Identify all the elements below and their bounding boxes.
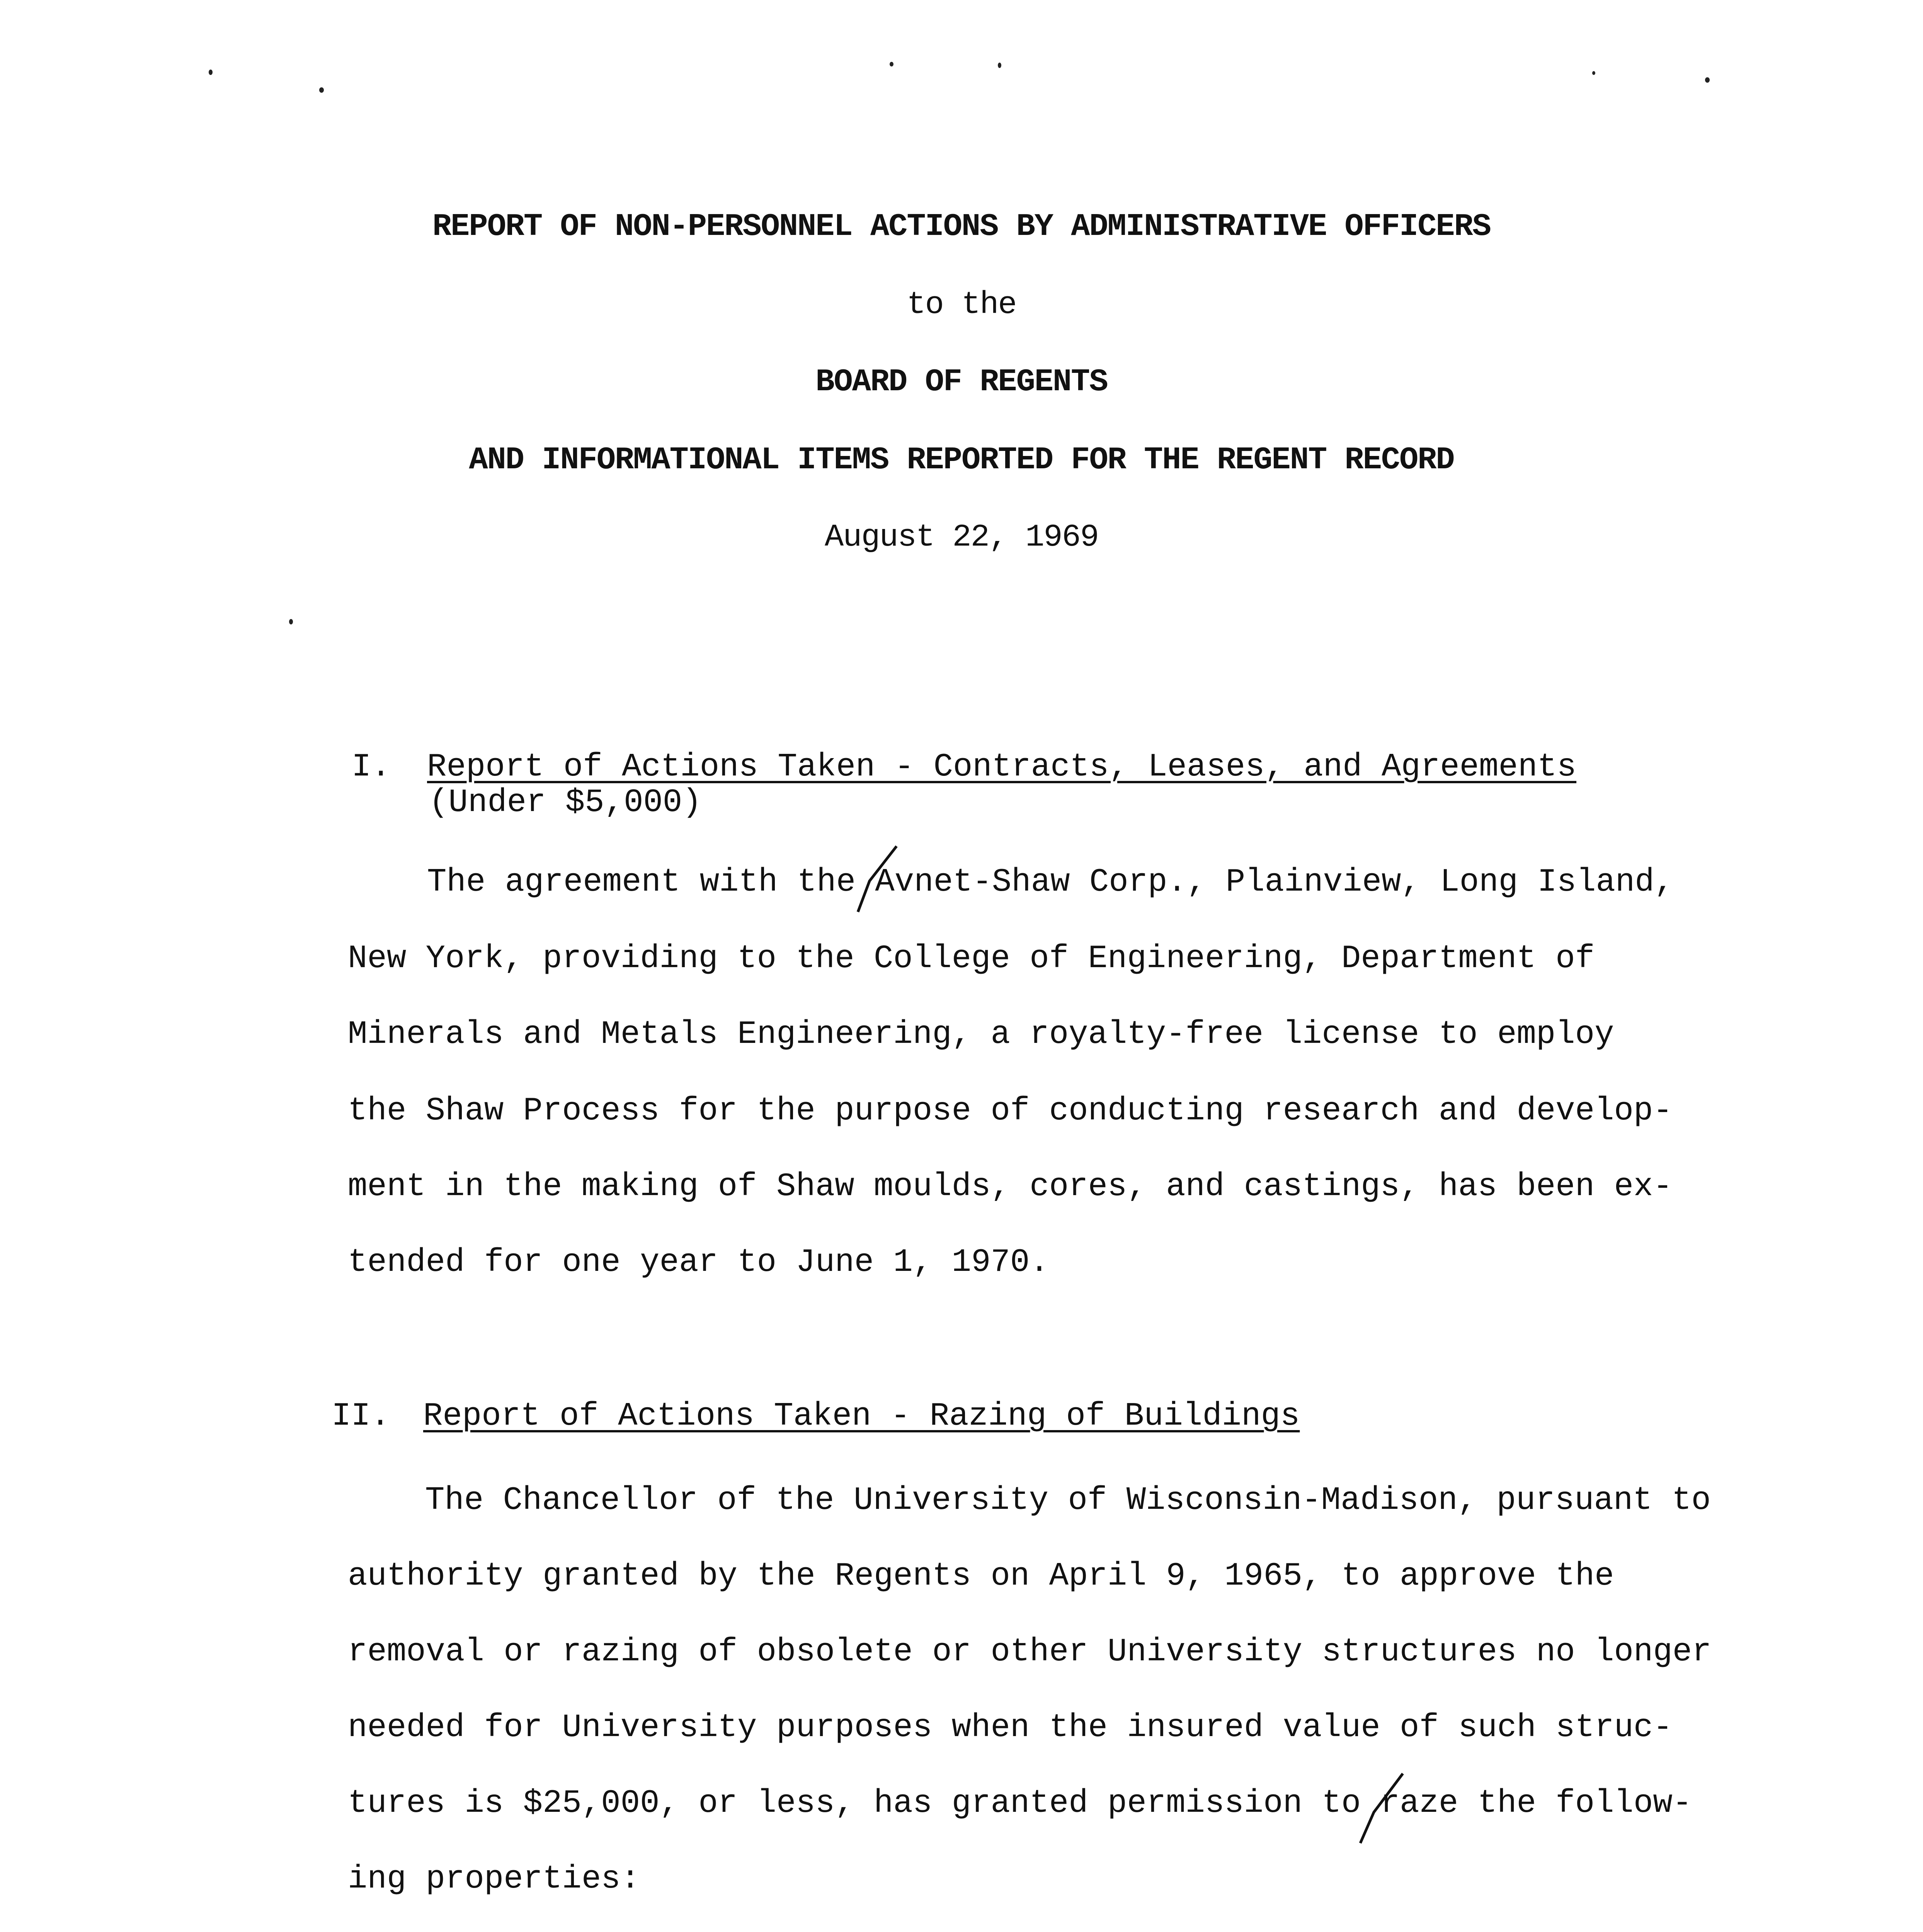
- section-2-line: needed for University purposes when the insured value of such struc-: [348, 1709, 1673, 1746]
- section-1-title: Report of Actions Taken - Contracts, Leases, and Agreements: [427, 749, 1577, 786]
- report-title: REPORT OF NON-PERSONNEL ACTIONS BY ADMINISTRATIVE OFFICERS: [432, 209, 1491, 245]
- section-2-line: tures is $25,000, or less, has granted permission to raze the follow-: [348, 1785, 1692, 1822]
- section-1-line: New York, providing to the College of Engineering, Department of: [348, 940, 1595, 977]
- scan-speck: [209, 70, 213, 75]
- scan-speck: [319, 87, 324, 93]
- section-1-line: ment in the making of Shaw moulds, cores, and castings, has been ex-: [348, 1168, 1673, 1205]
- section-1-line: tended for one year to June 1, 1970.: [348, 1244, 1049, 1281]
- scan-speck: [1705, 77, 1710, 83]
- section-2-line: ing properties:: [348, 1861, 640, 1898]
- section-1-subtitle: (Under $5,000): [429, 784, 702, 821]
- section-2-line: authority granted by the Regents on April 9, 1965, to approve the: [348, 1558, 1614, 1595]
- correction-mark: [1356, 1770, 1407, 1847]
- correction-mark: [854, 842, 900, 916]
- report-title-board: BOARD OF REGENTS: [815, 364, 1108, 400]
- scan-speck: [890, 62, 893, 66]
- report-title-to-the: to the: [907, 287, 1016, 323]
- section-2-number: II.: [332, 1398, 390, 1435]
- section-1-line: the Shaw Process for the purpose of conducting research and develop-: [348, 1093, 1673, 1129]
- scan-speck: [1592, 71, 1595, 75]
- section-2-line: removal or razing of obsolete or other University structures no longer: [348, 1634, 1712, 1670]
- scan-speck: [289, 619, 293, 624]
- scan-speck: [998, 63, 1001, 68]
- section-1-line: The agreement with the Avnet-Shaw Corp., Plainview, Long Island,: [427, 864, 1674, 901]
- section-1-number: I.: [352, 749, 391, 786]
- section-2-line: The Chancellor of the University of Wisconsin-Madison, pursuant to: [425, 1482, 1711, 1519]
- section-1-line: Minerals and Metals Engineering, a royalty-free license to employ: [348, 1016, 1614, 1053]
- section-2-title: Report of Actions Taken - Razing of Buildings: [423, 1398, 1300, 1435]
- report-title-informational: AND INFORMATIONAL ITEMS REPORTED FOR THE REGENT RECORD: [469, 442, 1454, 478]
- report-date: August 22, 1969: [824, 519, 1099, 555]
